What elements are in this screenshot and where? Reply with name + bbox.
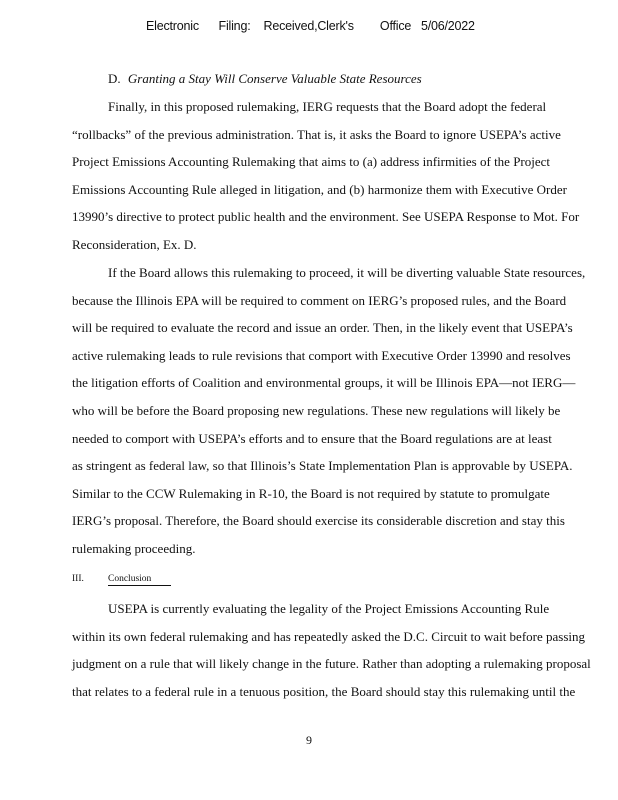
section-d-heading xyxy=(108,71,422,87)
paragraph-text: USEPA is currently evaluating the legality of the Project Emissions Accounting Rule within its own federal rulemaking and has repeatedly asked the D.C. Circuit to wait before passing judgment on a rule that will likely change in the future. Rather than adopting a rulemaking proposal that relates to a federal rule in a tenuous position, the Board should stay this rulemaking until the xyxy=(72,601,591,699)
paragraph-text: If the Board allows this rulemaking to proceed, it will be diverting valuable State resources, because the Illinois EPA will be required to comment on IERG’s proposed rules, and the Board will be required to evaluate the record and issue an order. Then, in the likely event that USEPA’s active rulemaking leads to rule revisions that comport with Executive Order 13990 and resolves the litigation efforts of Coalition and environmental groups, it will be Illinois EPA—not IERG— who will be before the Board proposing new regulations. These new regulations will likely be needed to comport with USEPA’s efforts and to ensure that the Board regulations are at least as stringent as federal law, so that Illinois’s State Implementation Plan is approvable by USEPA. Similar to the CCW Rulemaking in R-10, the Board is not required by statute to promulgate IERG’s proposal. Therefore, the Board should exercise its considerable discretion and stay this rulemaking proceeding. xyxy=(72,265,586,556)
section-iii-number: III. xyxy=(72,574,84,584)
section-d-letter: D. xyxy=(108,71,121,86)
paragraph-finally xyxy=(72,93,612,259)
paragraph-text: Finally, in this proposed rulemaking, IERG requests that the Board adopt the federal “rollbacks” of the previous administration. That is, it asks the Board to ignore USEPA’s active Project Emissions Accounting Rulemaking that aims to (a) address infirmities of the Project Emissions Accounting Rule alleged in litigation, and (b) harmonize them with Executive Order 13990’s directive to protect public health and the environment. See USEPA Response to Mot. For Reconsideration, Ex. D. xyxy=(72,99,580,252)
section-iii-heading xyxy=(72,573,171,586)
paragraph-conclusion xyxy=(72,595,612,705)
paragraph-diverting-resources xyxy=(72,259,612,563)
section-iii-title: Conclusion xyxy=(108,573,171,586)
filing-header: Electronic Filing: Received,Clerk's Office 5/06/2022 xyxy=(146,19,475,33)
page-number: 9 xyxy=(306,733,312,747)
section-d-title: Granting a Stay Will Conserve Valuable State Resources xyxy=(127,71,422,86)
